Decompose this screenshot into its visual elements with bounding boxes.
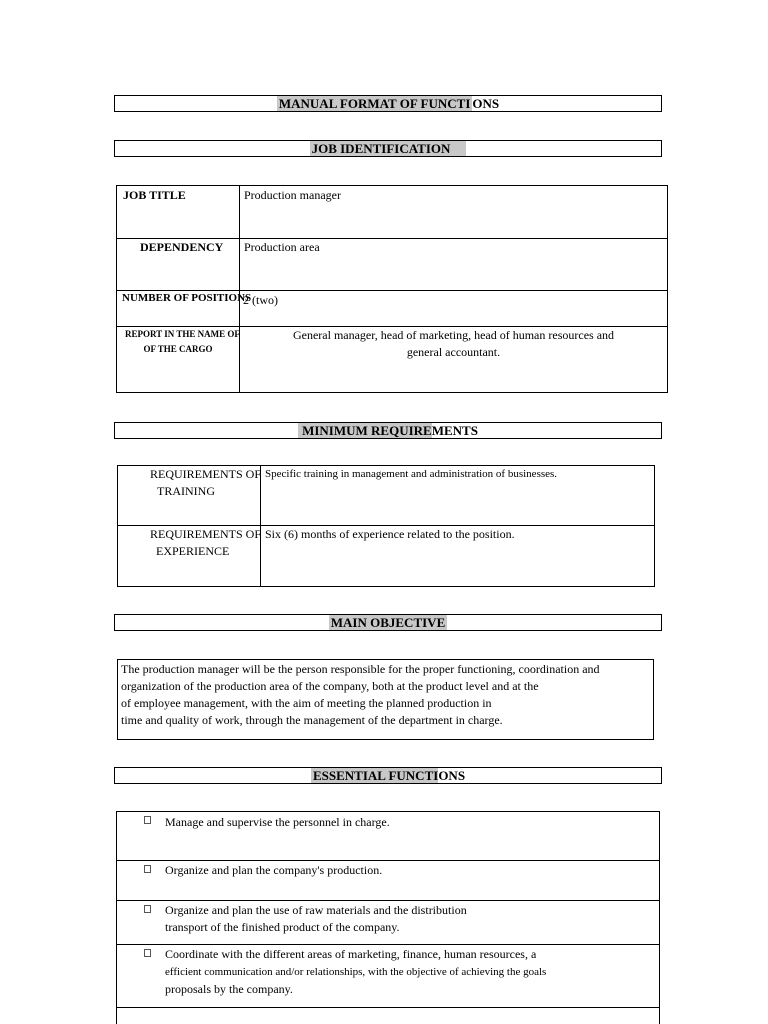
experience-label: REQUIREMENTS OF EXPERIENCE [118, 526, 261, 587]
job-identification-heading: JOB IDENTIFICATION [310, 141, 467, 156]
main-objective-heading: MAIN OBJECTIVE [330, 615, 446, 630]
table-row [117, 861, 659, 901]
table-row [117, 291, 667, 327]
report-to-label: REPORT IN THE NAME OF OF THE CARGO [117, 327, 240, 393]
job-identification-table [116, 185, 668, 393]
document-title [114, 95, 662, 112]
essential-functions-heading-rest: ONS [438, 768, 466, 783]
minimum-requirements-heading-rest: MENTS [431, 423, 478, 438]
minimum-requirements-heading-highlighted: MINIMUM REQUIRE [298, 423, 432, 438]
function-text: Coordinate with the different areas of marketing, finance, human resources, a efficient communication and/or relationships, with the objective of achieving the goals proposals by the company. [165, 947, 547, 996]
main-objective-line: organization of the production area of the company, both at the product level and at the [121, 679, 539, 693]
essential-functions-header [114, 767, 662, 784]
table-row [117, 945, 659, 1008]
table-row [118, 466, 654, 526]
essential-functions-heading-highlighted: ESSENTIAL FUNCTI [312, 768, 439, 783]
training-label: REQUIREMENTS OF TRAINING [118, 466, 261, 525]
job-identification-header [114, 140, 662, 157]
main-objective-line: The production manager will be the person responsible for the proper functioning, coordination and [121, 662, 600, 676]
table-row [117, 327, 667, 393]
number-of-positions-value: 2 (two) [243, 293, 278, 307]
minimum-requirements-table [117, 465, 655, 587]
job-title-label: JOB TITLE [117, 186, 240, 238]
checkbox-bullet-icon [144, 865, 151, 873]
dependency-value: Production area [244, 240, 320, 254]
table-row [117, 901, 659, 945]
number-of-positions-label: NUMBER OF POSITIONS [117, 291, 240, 326]
essential-functions-table [116, 811, 660, 1024]
function-text: Manage and supervise the personnel in charge. [165, 815, 390, 829]
table-row [117, 186, 667, 239]
dependency-label: DEPENDENCY [117, 239, 240, 290]
checkbox-bullet-icon [144, 905, 151, 913]
experience-value: Six (6) months of experience related to the position. [265, 527, 515, 541]
function-text: Organize and plan the company's production. [165, 863, 383, 877]
checkbox-bullet-icon [144, 816, 151, 824]
table-row [117, 239, 667, 291]
document-title-highlighted: MANUAL FORMAT OF FUNCTI [278, 96, 471, 111]
document-title-rest: ONS [472, 96, 500, 111]
main-objective-header [114, 614, 662, 631]
function-text: Organize and plan the use of raw materials and the distribution transport of the finished product of the company. [165, 903, 467, 934]
minimum-requirements-header [114, 422, 662, 439]
table-row [117, 812, 659, 861]
main-objective-line: time and quality of work, through the management of the department in charge. [121, 713, 503, 727]
main-objective-box [117, 659, 654, 740]
checkbox-bullet-icon [144, 949, 151, 957]
training-value: Specific training in management and administration of businesses. [265, 468, 558, 480]
main-objective-line: of employee management, with the aim of meeting the planned production in [121, 696, 492, 710]
table-row [118, 526, 654, 587]
report-to-value: General manager, head of marketing, head of human resources and general accountant. [292, 328, 615, 359]
job-title-value: Production manager [244, 188, 341, 202]
